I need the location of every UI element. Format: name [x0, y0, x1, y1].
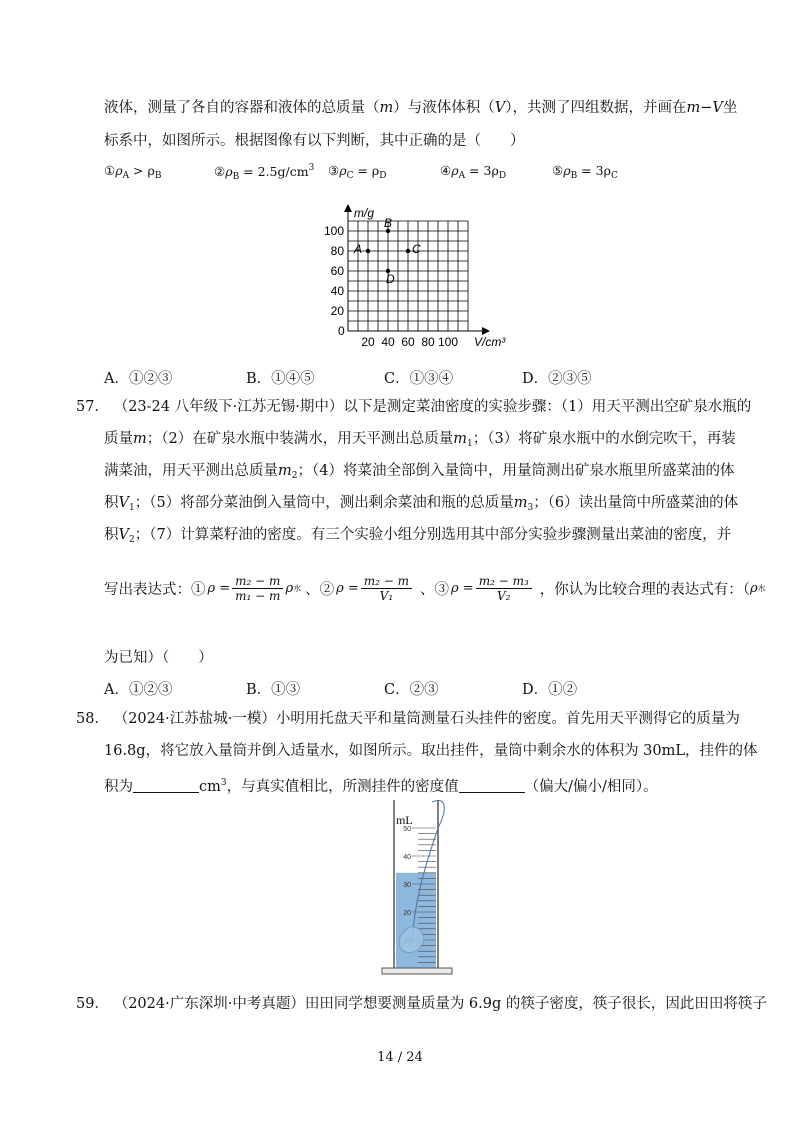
q57-line4: 积$V_1$；（5）将部分菜油倒入量筒中，测出剩余菜油和瓶的总质量$m_3$；（6）读出量筒中所盛菜油的体 [104, 495, 739, 513]
q57-expressions: 写出表达式：① ρ = $\frac{\text{m₂ − m}}{\text{m₁ − m}}$ ρ 水 、② ρ = $\frac{\text{m₂ − m}}{\text{V₁}}$ 、③ ρ = $\frac{\text{m₂ − m₃}}{\text{V₂}}$ ，你认为比较合理的表达式有：（ ρ 水 [104, 574, 766, 603]
cylinder-unit-label: mL [396, 813, 413, 827]
data-point-C [406, 249, 410, 253]
y-tick-label: 100 [323, 224, 344, 238]
graph-grid [348, 221, 468, 331]
volume-answer-blank[interactable] [133, 778, 199, 793]
data-point-label-D: D [386, 272, 395, 286]
x-tick-label: 20 [361, 335, 375, 349]
expression-2-fraction: $\frac{\text{m₂ − m}}{\text{V₁}}$ [361, 574, 412, 603]
q57-number: 57． [76, 399, 109, 415]
expression-3-fraction: $\frac{\text{m₂ − m₃}}{\text{V₂}}$ [476, 574, 532, 603]
y-tick-label: 20 [330, 304, 344, 318]
q58-line1: 58． （2024·江苏盐城·一模）小明用托盘天平和量筒测量石头挂件的密度。首先用天平测得它的质量为 [76, 711, 740, 727]
data-point-label-C: C [412, 242, 421, 256]
q56-statement-4: $④\rho_A = 3\rho_D$ [440, 163, 507, 181]
q56-option-a[interactable]: A．①②③ [104, 371, 173, 387]
q56-statement-2: $②\rho_B = 2.5g/cm^3$ [214, 163, 315, 182]
graduated-cylinder [378, 798, 458, 978]
data-point-A [366, 249, 370, 253]
cylinder-tick-label: 20 [403, 910, 411, 917]
q56-line1: 液体，测量了各自的容器和液体的总质量（m）与液体体积（V），共测了四组数据，并画在m−V坐 [104, 100, 738, 116]
q58-number: 58． [76, 711, 109, 727]
x-axis-label: V/cm³ [474, 335, 506, 349]
q56-statement-1: $①\rho_A > \rho_B$ [104, 163, 162, 181]
y-axis-label: m/g [354, 206, 375, 220]
x-tick-label: 100 [437, 335, 459, 349]
q59-line1: 59． （2024·广东深圳·中考真题）田田同学想要测量质量为 6.9g 的筷子密度，筷子很长，因此田田将筷子 [76, 996, 767, 1012]
m-v-graph [320, 200, 520, 350]
q57-line7: 为已知）（ ） [104, 650, 213, 666]
q56-option-c[interactable]: C．①③④ [384, 371, 454, 387]
y-tick-label: 40 [330, 284, 344, 298]
q57-line3: 满菜油，用天平测出总质量$m_2$；（4）将菜油全部倒入量筒中，用量筒测出矿泉水瓶里所盛菜油的体 [104, 463, 735, 481]
q57-option-c[interactable]: C．②③ [384, 682, 439, 698]
y-axis-arrow [344, 204, 352, 212]
density-answer-blank[interactable] [459, 778, 525, 793]
q56-line2: 标系中，如图所示。根据图像有以下判断，其中正确的是（ ） [104, 133, 525, 149]
x-tick-label: 40 [381, 335, 395, 349]
q57-option-a[interactable]: A．①②③ [104, 682, 173, 698]
data-point-label-B: B [384, 216, 393, 230]
cylinder-tick-label: 30 [403, 882, 411, 889]
x-axis-arrow [482, 327, 490, 335]
q56-statement-5: $⑤\rho_B = 3\rho_C$ [552, 163, 618, 181]
q57-option-b[interactable]: B．①③ [246, 682, 301, 698]
y-tick-label: 60 [330, 264, 344, 278]
q59-number: 59． [76, 996, 109, 1012]
q57-line1: 57． （23-24 八年级下·江苏无锡·期中）以下是测定菜油密度的实验步骤：（1）用天平测出空矿泉水瓶的 [76, 399, 752, 415]
data-point-label-A: A [354, 242, 363, 256]
q57-line2: 质量m；（2）在矿泉水瓶中装满水，用天平测出总质量$m_1$；（3）将矿泉水瓶中的水倒完吹干，再装 [104, 431, 736, 449]
x-tick-label: 60 [401, 335, 415, 349]
q58-line2: 16.8g，将它放入量筒并倒入适量水，如图所示。取出挂件，量筒中剩余水的体积为 30mL，挂件的体 [104, 743, 758, 759]
q56-option-d[interactable]: D．②③⑤ [522, 371, 592, 387]
cylinder-base [382, 968, 452, 974]
q56-statement-3: $③\rho_C = \rho_D$ [328, 163, 387, 181]
q57-line5: 积$V_2$；（7）计算菜籽油的密度。有三个实验小组分别选用其中部分实验步骤测量出菜油的密度，并 [104, 527, 732, 545]
q58-line3: 积为 $cm^3$，与真实值相比，所测挂件的密度值 （偏大/偏小/相同）。 [104, 778, 658, 795]
x-tick-label: 80 [421, 335, 435, 349]
q56-option-b[interactable]: B．①④⑤ [246, 371, 315, 387]
cylinder-tick-label: 50 [403, 826, 411, 833]
expression-1-fraction: $\frac{\text{m₂ − m}}{\text{m₁ − m}}$ [232, 574, 283, 603]
origin-label: 0 [338, 324, 345, 338]
cylinder-tick-label: 40 [403, 854, 411, 861]
y-tick-label: 80 [330, 244, 344, 258]
q57-option-d[interactable]: D．①② [522, 682, 578, 698]
page-number: 14 / 24 [377, 1050, 423, 1065]
cylinder-water [396, 873, 436, 968]
